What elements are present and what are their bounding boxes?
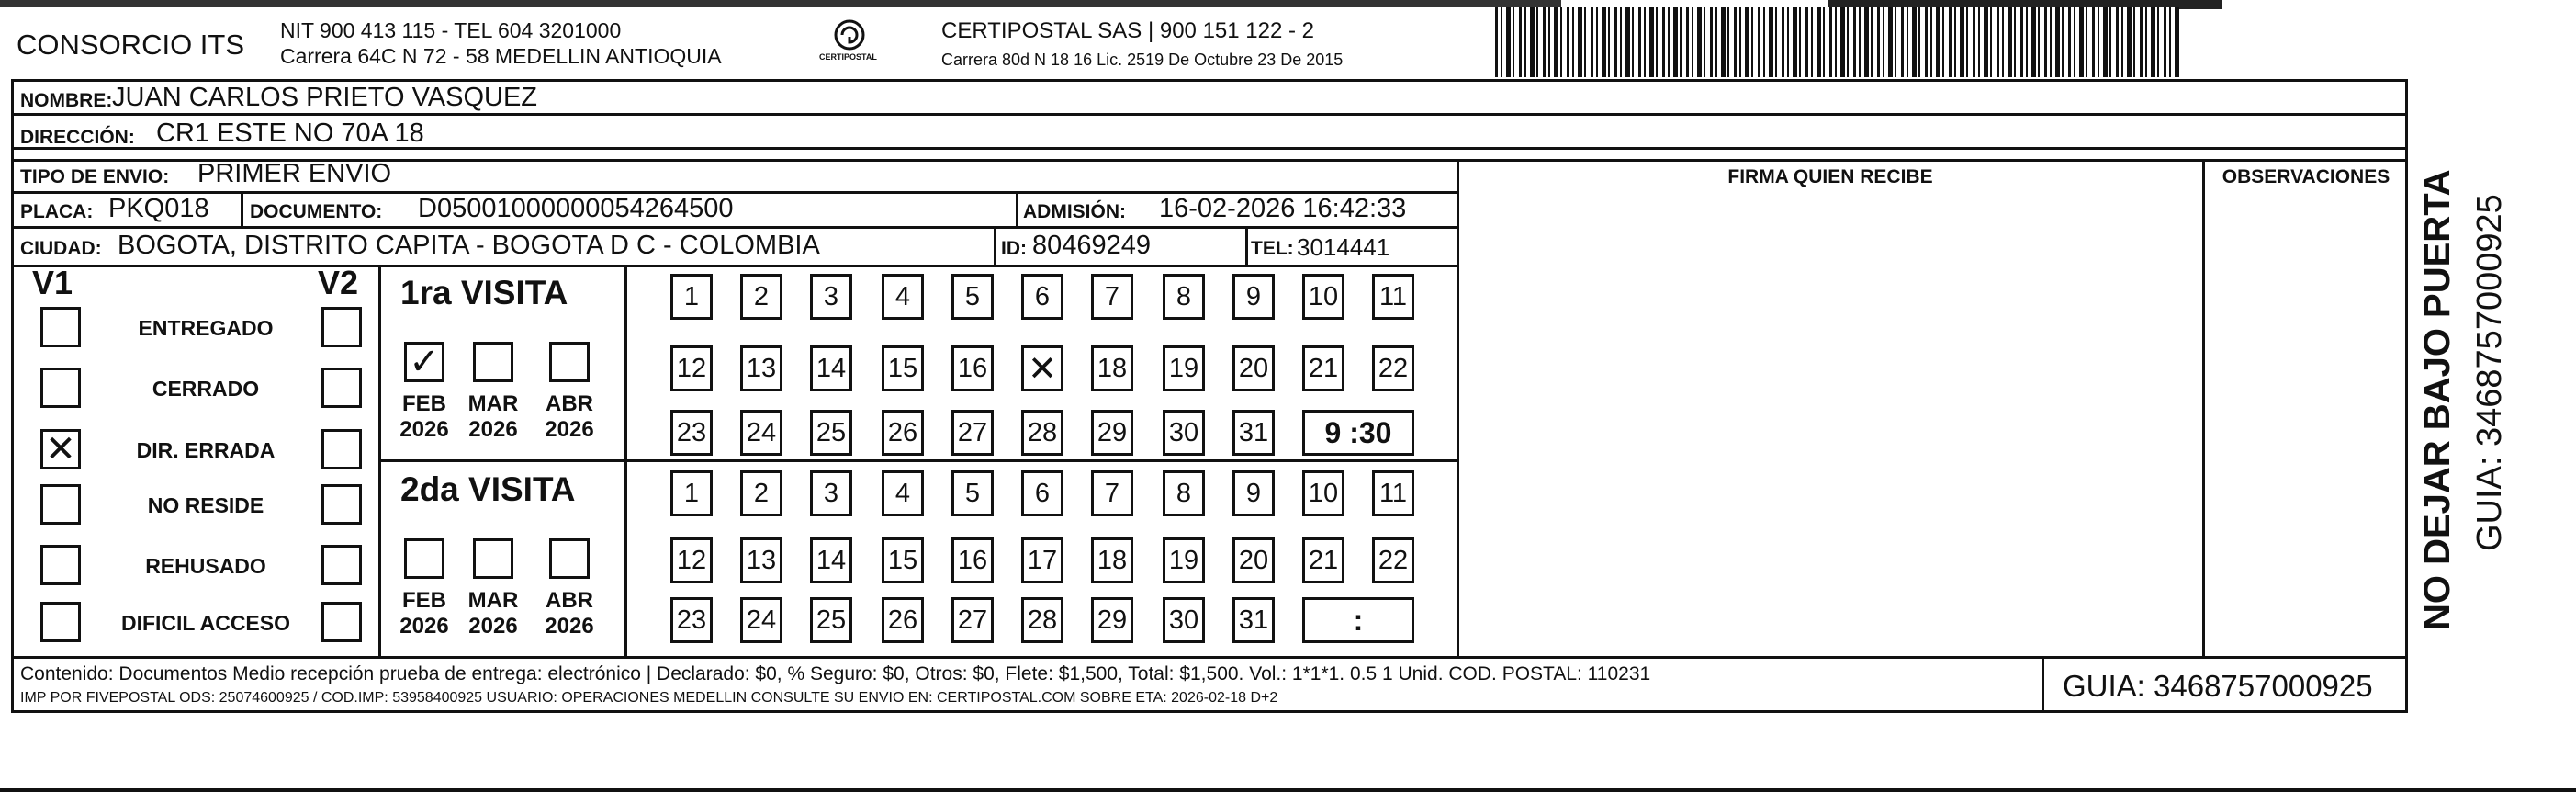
day-box: 23 bbox=[670, 597, 713, 643]
day-box: 2 bbox=[740, 470, 782, 516]
v1-checkbox bbox=[40, 602, 81, 642]
v2-checkbox bbox=[321, 429, 362, 469]
footer-guia: GUIA: 3468757000925 bbox=[2063, 669, 2373, 703]
v2-label: V2 bbox=[318, 264, 359, 301]
check-mark: ✓ bbox=[409, 341, 440, 383]
plate-label: PLACA: bbox=[20, 201, 94, 222]
second-visit-title: 2da VISITA bbox=[400, 470, 576, 508]
first-visit-title: 1ra VISITA bbox=[400, 274, 568, 311]
day-box: 27 bbox=[951, 597, 994, 643]
check-mark bbox=[476, 541, 511, 576]
day-box: 21 bbox=[1302, 537, 1344, 583]
day-box: 24 bbox=[740, 410, 782, 456]
day-box: 2 bbox=[740, 274, 782, 320]
day-box: 5 bbox=[951, 274, 994, 320]
day-box: 15 bbox=[882, 537, 924, 583]
day-box: 31 bbox=[1232, 410, 1275, 456]
day-box: 3 bbox=[810, 470, 852, 516]
check-mark: ✕ bbox=[45, 428, 76, 470]
divider bbox=[1457, 159, 1459, 656]
v1-label: V1 bbox=[32, 264, 73, 301]
day-box: 10 bbox=[1302, 470, 1344, 516]
observations-header: OBSERVACIONES bbox=[2222, 166, 2390, 187]
day-box: 3 bbox=[810, 274, 852, 320]
name-label: NOMBRE: bbox=[20, 90, 113, 111]
document-value: D05001000000054264500 bbox=[418, 194, 734, 223]
admission-label: ADMISIÓN: bbox=[1023, 201, 1126, 222]
side-guia: GUIA: 3468757000925 bbox=[2470, 194, 2509, 551]
check-mark bbox=[476, 345, 511, 379]
type-label: TIPO DE ENVIO: bbox=[20, 166, 170, 187]
tel-label: TEL: bbox=[1251, 238, 1294, 259]
content-line: Contenido: Documentos Medio recepción prueba de entrega: electrónico | Declarado: $0, % Seguro: $0, Otros: $0, Flete: $1,500, Total: $1,500. Vol.: 1*1*1. 0.5 1 Unid. COD. POSTAL: 110231 bbox=[20, 663, 1651, 684]
divider bbox=[11, 265, 1457, 267]
page-edge bbox=[0, 788, 2576, 792]
barcode bbox=[1495, 7, 2179, 77]
day-box: 29 bbox=[1091, 597, 1133, 643]
check-mark bbox=[324, 548, 359, 582]
divider bbox=[994, 226, 996, 265]
check-mark bbox=[324, 310, 359, 345]
day-box: 22 bbox=[1372, 537, 1414, 583]
check-mark bbox=[324, 370, 359, 405]
day-box: 6 bbox=[1021, 274, 1063, 320]
check-mark bbox=[407, 541, 442, 576]
v2-checkbox bbox=[321, 484, 362, 525]
day-cross-mark: ✕ bbox=[1028, 348, 1057, 389]
day-box: 20 bbox=[1232, 345, 1275, 391]
day-box: 23 bbox=[670, 410, 713, 456]
day-box: 16 bbox=[951, 537, 994, 583]
check-mark bbox=[324, 605, 359, 639]
divider bbox=[1016, 191, 1018, 226]
status-label: REHUSADO bbox=[145, 554, 266, 578]
day-box: 19 bbox=[1163, 537, 1205, 583]
day-box: 18 bbox=[1091, 537, 1133, 583]
divider bbox=[11, 113, 2408, 116]
v1-checkbox bbox=[40, 307, 81, 347]
month-label: FEB 2026 bbox=[399, 391, 449, 442]
day-box: 19 bbox=[1163, 345, 1205, 391]
day-box: 4 bbox=[882, 274, 924, 320]
divider bbox=[2042, 656, 2044, 713]
recipient-name: JUAN CARLOS PRIETO VASQUEZ bbox=[112, 83, 538, 112]
day-box: 1 bbox=[670, 470, 713, 516]
day-box: 25 bbox=[810, 410, 852, 456]
document-label: DOCUMENTO: bbox=[250, 201, 383, 222]
company-name: CONSORCIO ITS bbox=[17, 28, 245, 61]
first-visit-time: 9 :30 bbox=[1302, 410, 1414, 456]
day-box: 22 bbox=[1372, 345, 1414, 391]
tel-value: 3014441 bbox=[1297, 233, 1390, 261]
day-box: 5 bbox=[951, 470, 994, 516]
month-label: FEB 2026 bbox=[399, 588, 449, 639]
month-label: ABR 2026 bbox=[545, 588, 594, 639]
company-address: Carrera 64C N 72 - 58 MEDELLIN ANTIOQUIA bbox=[280, 44, 722, 68]
check-mark bbox=[552, 345, 587, 379]
day-box: 24 bbox=[740, 597, 782, 643]
day-box: 17 bbox=[1021, 537, 1063, 583]
day-box: 15 bbox=[882, 345, 924, 391]
day-box: 12 bbox=[670, 537, 713, 583]
city-label: CIUDAD: bbox=[20, 238, 102, 259]
day-box: 12 bbox=[670, 345, 713, 391]
status-label: DIR. ERRADA bbox=[136, 438, 276, 462]
month-checkbox bbox=[549, 342, 590, 382]
address-label: DIRECCIÓN: bbox=[20, 127, 135, 148]
day-box: 7 bbox=[1091, 470, 1133, 516]
carrier-line: CERTIPOSTAL SAS | 900 151 122 - 2 bbox=[941, 18, 1314, 43]
month-checkbox bbox=[404, 538, 444, 579]
carrier-logo bbox=[808, 17, 891, 68]
day-box: 11 bbox=[1372, 274, 1414, 320]
day-box: 21 bbox=[1302, 345, 1344, 391]
v1-checkbox bbox=[40, 484, 81, 525]
side-warning: NO DEJAR BAJO PUERTA bbox=[2417, 169, 2458, 630]
day-box: 16 bbox=[951, 345, 994, 391]
day-box: 28 bbox=[1021, 597, 1063, 643]
divider bbox=[2202, 159, 2205, 656]
plate-value: PKQ018 bbox=[108, 194, 209, 223]
day-box: 13 bbox=[740, 537, 782, 583]
imp-line: IMP POR FIVEPOSTAL ODS: 25074600925 / COD.IMP: 53958400925 USUARIO: OPERACIONES MEDELLIN CONSULTE SU ENVIO EN: CERTIPOSTAL.COM SOBRE ETA: 2026-02-18 D+2 bbox=[20, 690, 1278, 706]
month-checkbox bbox=[549, 538, 590, 579]
month-checkbox bbox=[473, 538, 513, 579]
divider bbox=[241, 191, 243, 226]
city-value: BOGOTA, DISTRITO CAPITA - BOGOTA D C - COLOMBIA bbox=[118, 231, 820, 260]
v1-checkbox bbox=[40, 429, 81, 469]
id-label: ID: bbox=[1001, 238, 1027, 259]
divider bbox=[11, 656, 2408, 659]
month-label: ABR 2026 bbox=[545, 391, 594, 442]
day-box: 26 bbox=[882, 410, 924, 456]
check-mark bbox=[324, 432, 359, 467]
day-box: 31 bbox=[1232, 597, 1275, 643]
status-label: NO RESIDE bbox=[147, 493, 264, 517]
day-box: 26 bbox=[882, 597, 924, 643]
day-box: 30 bbox=[1163, 597, 1205, 643]
v1-checkbox bbox=[40, 368, 81, 408]
day-box: 13 bbox=[740, 345, 782, 391]
check-mark bbox=[43, 370, 78, 405]
day-box: 27 bbox=[951, 410, 994, 456]
divider bbox=[378, 265, 381, 656]
status-label: ENTREGADO bbox=[138, 316, 274, 340]
divider bbox=[1245, 226, 1248, 265]
month-label: MAR 2026 bbox=[467, 391, 519, 442]
day-box: 30 bbox=[1163, 410, 1205, 456]
status-label: CERRADO bbox=[152, 377, 260, 401]
check-mark bbox=[552, 541, 587, 576]
day-box: 18 bbox=[1091, 345, 1133, 391]
day-box: 25 bbox=[810, 597, 852, 643]
id-value: 80469249 bbox=[1032, 231, 1152, 260]
signature-header: FIRMA QUIEN RECIBE bbox=[1727, 166, 1933, 187]
scan-edge bbox=[0, 0, 1561, 7]
check-mark bbox=[43, 487, 78, 522]
v1-checkbox bbox=[40, 545, 81, 585]
v2-checkbox bbox=[321, 602, 362, 642]
admission-value: 16-02-2026 16:42:33 bbox=[1159, 194, 1407, 223]
day-box: 10 bbox=[1302, 274, 1344, 320]
divider bbox=[624, 265, 627, 656]
month-checkbox bbox=[404, 342, 444, 382]
v2-checkbox bbox=[321, 368, 362, 408]
status-label: DIFICIL ACCESO bbox=[120, 611, 290, 635]
day-box: 4 bbox=[882, 470, 924, 516]
day-box: 9 bbox=[1232, 470, 1275, 516]
second-visit-time: : bbox=[1302, 597, 1414, 643]
recipient-address: CR1 ESTE NO 70A 18 bbox=[156, 119, 424, 148]
day-box bbox=[1021, 345, 1063, 391]
day-box: 20 bbox=[1232, 537, 1275, 583]
divider bbox=[11, 226, 1457, 229]
day-box: 7 bbox=[1091, 274, 1133, 320]
day-box: 8 bbox=[1163, 470, 1205, 516]
carrier-license: Carrera 80d N 18 16 Lic. 2519 De Octubre 23 De 2015 bbox=[941, 51, 1344, 69]
nit-line: NIT 900 413 115 - TEL 604 3201000 bbox=[280, 18, 622, 42]
day-box: 8 bbox=[1163, 274, 1205, 320]
check-mark bbox=[43, 548, 78, 582]
month-label: MAR 2026 bbox=[467, 588, 519, 639]
divider bbox=[378, 459, 1457, 462]
day-box: 6 bbox=[1021, 470, 1063, 516]
day-box: 29 bbox=[1091, 410, 1133, 456]
month-checkbox bbox=[473, 342, 513, 382]
check-mark bbox=[324, 487, 359, 522]
v2-checkbox bbox=[321, 307, 362, 347]
day-box: 11 bbox=[1372, 470, 1414, 516]
day-box: 14 bbox=[810, 537, 852, 583]
shipment-type: PRIMER ENVIO bbox=[197, 159, 392, 188]
v2-checkbox bbox=[321, 545, 362, 585]
day-box: 1 bbox=[670, 274, 713, 320]
day-box: 14 bbox=[810, 345, 852, 391]
day-box: 28 bbox=[1021, 410, 1063, 456]
check-mark bbox=[43, 310, 78, 345]
day-box: 9 bbox=[1232, 274, 1275, 320]
logo-text: CERTIPOSTAL bbox=[819, 52, 877, 62]
check-mark bbox=[43, 605, 78, 639]
